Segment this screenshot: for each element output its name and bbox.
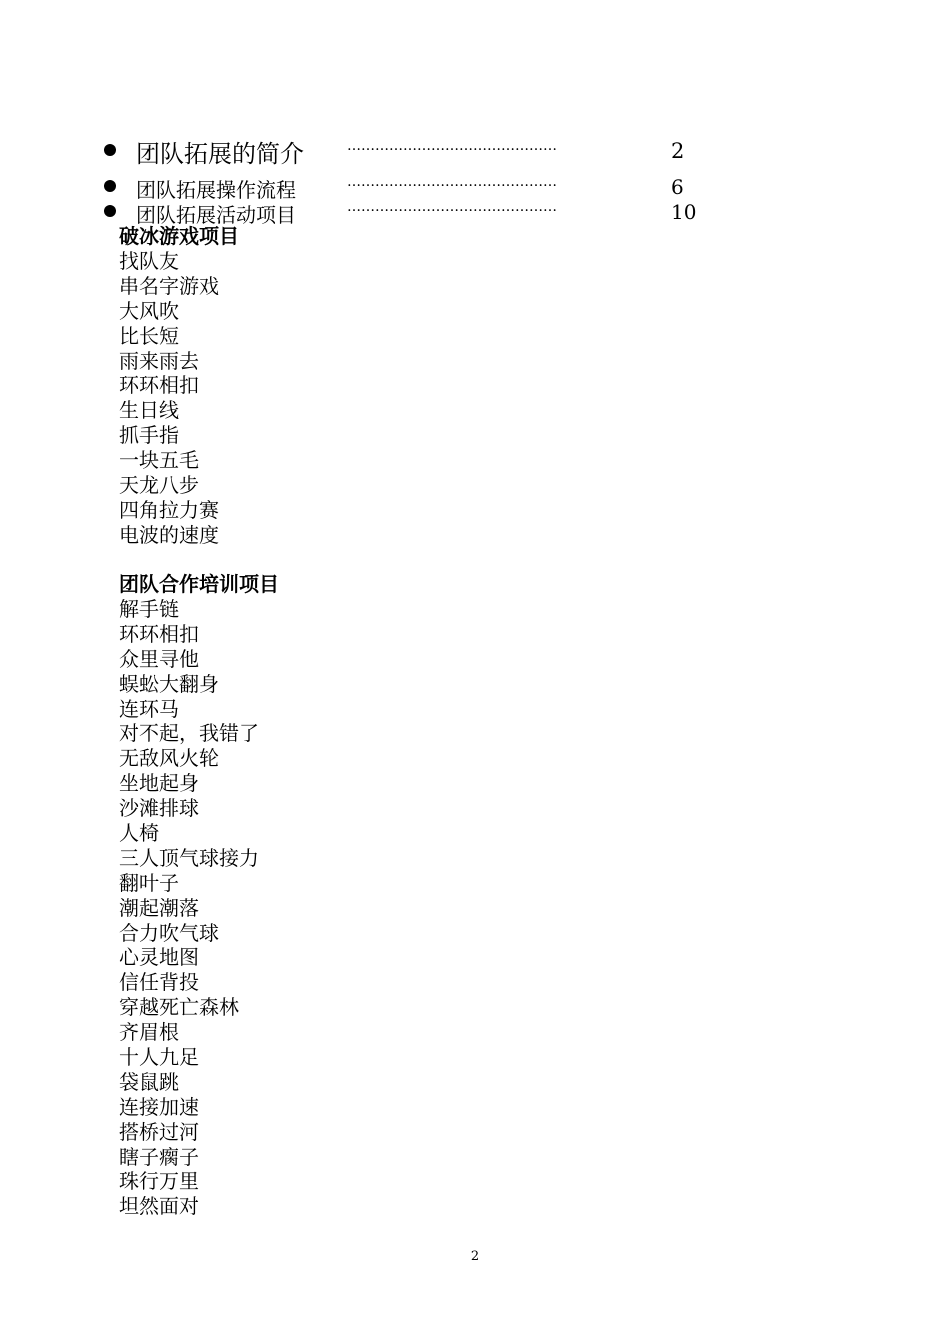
page-number: 2 bbox=[470, 1249, 480, 1264]
list-item: 无敌风火轮 bbox=[119, 746, 219, 771]
list-item: 找队友 bbox=[119, 249, 179, 273]
list-item: 解手链 bbox=[119, 597, 179, 621]
toc-entry-process[interactable] bbox=[0, 174, 950, 202]
toc-page-number: 10 bbox=[671, 200, 697, 224]
list-item: 连接加速 bbox=[119, 1094, 199, 1119]
toc-entry-title: 团队拓展操作流程 bbox=[136, 178, 296, 202]
list-item: 四角拉力赛 bbox=[119, 497, 219, 522]
toc-entry-title: 团队拓展活动项目 bbox=[136, 203, 296, 227]
bullet-icon bbox=[104, 205, 116, 217]
toc-entry-activities[interactable] bbox=[0, 199, 950, 227]
section-heading: 破冰游戏项目 bbox=[119, 224, 239, 248]
list-item: 三人顶气球接力 bbox=[119, 845, 259, 870]
toc-entry-intro[interactable] bbox=[0, 134, 950, 168]
toc-leader-dots: ……………………………………… bbox=[347, 199, 557, 215]
list-item: 蜈蚣大翻身 bbox=[119, 671, 219, 696]
list-item: 大风吹 bbox=[119, 298, 179, 323]
list-item: 电波的速度 bbox=[119, 522, 219, 547]
list-item: 袋鼠跳 bbox=[119, 1069, 179, 1094]
list-item: 齐眉根 bbox=[119, 1020, 179, 1045]
bullet-icon bbox=[104, 180, 116, 192]
list-item: 连环马 bbox=[119, 696, 179, 721]
list-item: 抓手指 bbox=[119, 423, 179, 448]
list-item: 比长短 bbox=[119, 323, 179, 348]
list-item: 天龙八步 bbox=[119, 473, 199, 498]
list-item: 穿越死亡森林 bbox=[119, 995, 239, 1020]
list-item: 坐地起身 bbox=[119, 771, 199, 796]
list-item: 信任背投 bbox=[119, 970, 199, 995]
toc-entry-title: 团队拓展的简介 bbox=[136, 140, 304, 168]
list-item: 环环相扣 bbox=[119, 373, 199, 398]
list-item: 合力吹气球 bbox=[119, 920, 219, 945]
toc-page-number: 6 bbox=[671, 175, 684, 199]
toc-leader-dots: ……………………………………… bbox=[347, 174, 557, 190]
list-item: 雨来雨去 bbox=[119, 348, 199, 373]
list-item: 坦然面对 bbox=[119, 1194, 199, 1219]
list-item: 潮起潮落 bbox=[119, 895, 199, 920]
list-item: 翻叶子 bbox=[119, 870, 179, 895]
section-heading: 团队合作培训项目 bbox=[119, 572, 279, 596]
list-item: 瞎子瘸子 bbox=[119, 1144, 199, 1169]
toc-page-number: 2 bbox=[671, 139, 685, 163]
list-item: 对不起，我错了 bbox=[119, 721, 259, 746]
list-item: 十人九足 bbox=[119, 1045, 199, 1070]
list-item: 一块五毛 bbox=[119, 448, 199, 473]
activity-list bbox=[119, 597, 619, 1219]
list-item: 环环相扣 bbox=[119, 621, 199, 646]
teamwork-section bbox=[119, 572, 619, 1219]
list-item: 人椅 bbox=[119, 821, 159, 846]
bullet-icon bbox=[104, 144, 116, 156]
list-item: 串名字游戏 bbox=[119, 273, 219, 298]
icebreaker-section bbox=[119, 224, 619, 548]
list-item: 珠行万里 bbox=[119, 1169, 199, 1194]
list-item: 搭桥过河 bbox=[119, 1119, 199, 1144]
list-item: 生日线 bbox=[119, 398, 179, 423]
list-item: 心灵地图 bbox=[119, 945, 199, 970]
list-item: 沙滩排球 bbox=[119, 796, 199, 821]
list-item: 众里寻他 bbox=[119, 646, 199, 671]
toc-leader-dots: ……………………………………… bbox=[347, 138, 557, 154]
activity-list bbox=[119, 249, 619, 548]
